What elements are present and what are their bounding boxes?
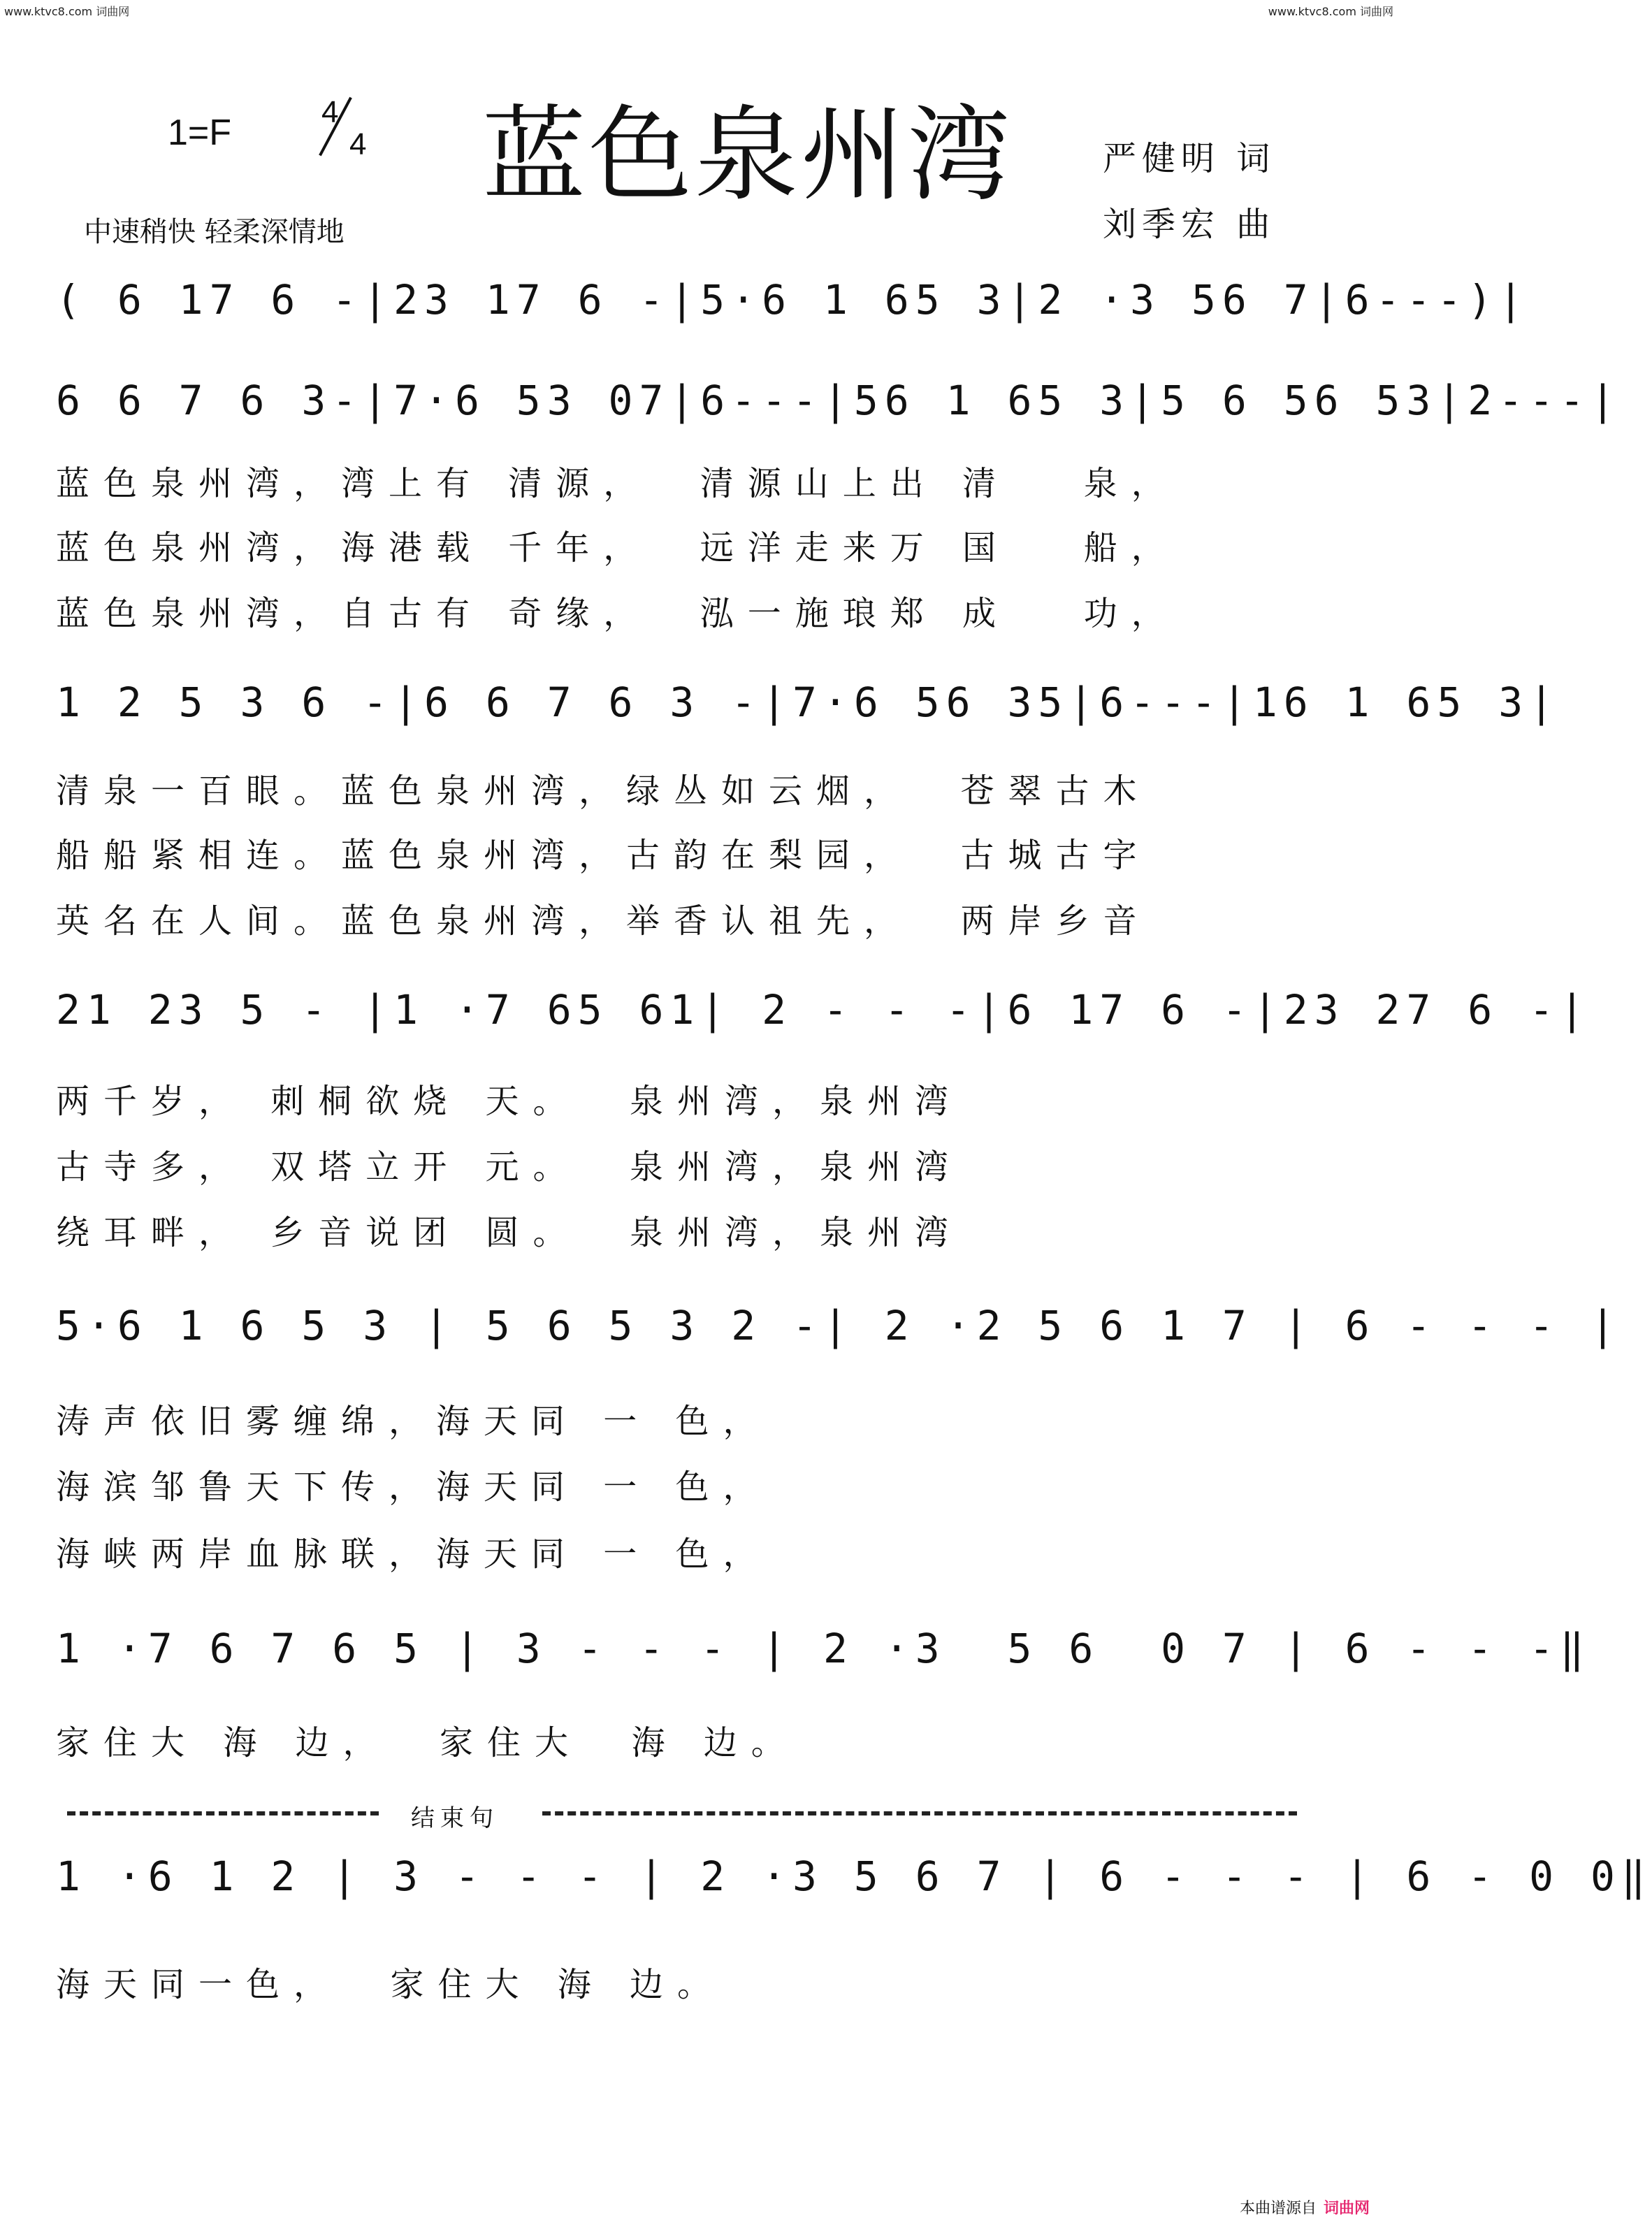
lyric-line-5-2: 海滨邹鲁天下传，海天同 一 色，: [56, 1467, 771, 1507]
watermark-right: www.ktvc8.com 词曲网: [1268, 5, 1393, 18]
notation-system-7: 1 ·6 1 2 | 3 - - - | 2 ·3 5 6 7 | 6 - - - | 6 - 0 0‖: [56, 1853, 1652, 1900]
composer-credit: 刘季宏 曲: [1103, 205, 1276, 244]
lyric-line-3-2: 船船紧相连。蓝色泉州湾，古韵在梨园， 古城古字: [56, 836, 1151, 875]
brand-logo: 词曲网: [1323, 2200, 1370, 2217]
ending-label: 结束句: [411, 1804, 499, 1832]
source-footer: [1240, 2196, 1370, 2218]
lyric-line-4-3: 绕耳畔， 乡音说团 圆。 泉州湾，泉州湾: [56, 1213, 963, 1252]
notation-system-1: ( 6 17 6 -|23 17 6 -|5·6 1 65 3|2 ·3 56 7|6---)|: [56, 276, 1530, 324]
tempo-marking: 中速稍快 轻柔深情地: [84, 216, 345, 248]
lyric-line-5-3: 海峡两岸血脉联，海天同 一 色，: [56, 1535, 771, 1574]
notation-system-2: 6 6 7 6 3-|7·6 53 07|6---|56 1 65 3|5 6 56 53|2---|: [56, 377, 1621, 424]
song-title: 蓝色泉州湾: [482, 95, 1013, 215]
ending-ruler-right: [542, 1811, 1297, 1815]
lyric-line-2-3: 蓝色泉州湾，自古有 奇缘， 泓一施琅郑 成 功，: [56, 594, 1179, 633]
notation-system-4: 21 23 5 - |1 ·7 65 61| 2 - - -|6 17 6 -|23 27 6 -|: [56, 986, 1591, 1034]
notation-system-6: 1 ·7 6 7 6 5 | 3 - - - | 2 ·3 5 6 0 7 | 6 - - -‖: [56, 1625, 1591, 1672]
time-signature-top: 4: [321, 95, 339, 129]
notation-system-5: 5·6 1 6 5 3 | 5 6 5 3 2 -| 2 ·2 5 6 1 7 | 6 - - - |: [56, 1302, 1621, 1349]
lyricist-credit: 严健明 词: [1103, 139, 1276, 178]
lyric-line-7-1: 海天同一色， 家住大 海 边。: [56, 1965, 725, 2004]
time-signature-bottom: 4: [349, 127, 367, 161]
lyric-line-2-1: 蓝色泉州湾，湾上有 清源， 清源山上出 清 泉，: [56, 464, 1179, 503]
lyric-line-4-2: 古寺多， 双塔立开 元。 泉州湾，泉州湾: [56, 1147, 963, 1187]
watermark-left: www.ktvc8.com 词曲网: [4, 5, 130, 18]
lyric-line-2-2: 蓝色泉州湾，海港载 千年， 远洋走来万 国 船，: [56, 528, 1179, 567]
lyric-line-5-1: 涛声依旧雾缠绵，海天同 一 色，: [56, 1402, 771, 1441]
lyric-line-3-3: 英名在人间。蓝色泉州湾，举香认祖先， 两岸乡音: [56, 901, 1151, 941]
ending-ruler-left: [67, 1811, 379, 1815]
key-signature: 1=F: [168, 113, 232, 153]
lyric-line-6-1: 家住大 海 边， 家住大 海 边。: [56, 1723, 799, 1762]
source-note: 本曲谱源自: [1239, 2200, 1317, 2217]
lyric-line-4-1: 两千岁， 刺桐欲烧 天。 泉州湾，泉州湾: [56, 1082, 963, 1121]
notation-system-3: 1 2 5 3 6 -|6 6 7 6 3 -|7·6 56 35|6---|16 1 65 3|: [56, 679, 1560, 726]
lyric-line-3-1: 清泉一百眼。蓝色泉州湾，绿丛如云烟， 苍翠古木: [56, 771, 1151, 811]
